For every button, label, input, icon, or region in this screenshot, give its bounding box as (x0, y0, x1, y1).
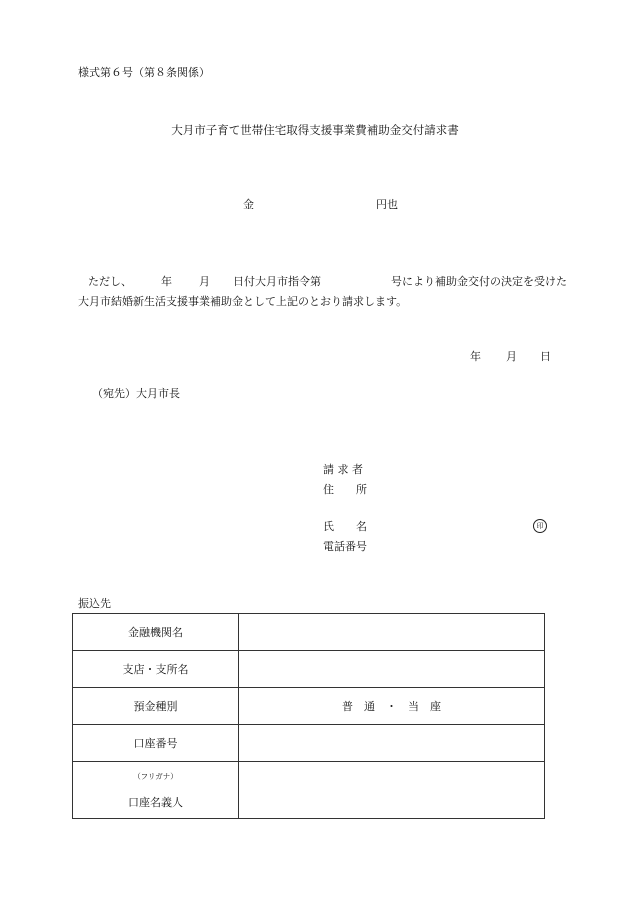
account-number-label: 口座番号 (73, 725, 239, 762)
body-month: 月 (199, 275, 210, 288)
table-row (73, 651, 545, 688)
bank-name-label: 金融機関名 (73, 614, 239, 651)
branch-field[interactable] (239, 651, 545, 688)
document-title: 大月市子育て世帯住宅取得支援事業費補助金交付請求書 (171, 123, 459, 137)
furigana-label: （フリガナ） (133, 771, 178, 781)
account-holder-label: 口座名義人 (128, 795, 183, 809)
transfer-label: 振込先 (78, 597, 111, 610)
date-month: 月 (506, 350, 517, 363)
body-rest: 号により補助金交付の決定を受けた (391, 275, 567, 288)
table-row (73, 688, 545, 725)
body-designation: 日付大月市指令第 (233, 275, 321, 288)
account-holder-field[interactable] (239, 762, 545, 819)
deposit-type-label: 預金種別 (73, 688, 239, 725)
branch-label: 支店・支所名 (73, 651, 239, 688)
amount-suffix: 円也 (376, 198, 398, 211)
table-row (73, 762, 545, 819)
seal-mark: 印 (533, 519, 547, 533)
addressee: （宛先）大月市長 (92, 387, 180, 400)
deposit-type-value[interactable]: 普 通 ・ 当 座 (239, 688, 545, 725)
table-row (73, 725, 545, 762)
body-year: 年 (161, 275, 172, 288)
table-row (73, 614, 545, 651)
body-line-2: 大月市結婚新生活支援事業補助金として上記のとおり請求します。 (78, 295, 408, 308)
bank-name-field[interactable] (239, 614, 545, 651)
form-number: 様式第６号（第８条関係） (78, 66, 210, 79)
account-number-field[interactable] (239, 725, 545, 762)
transfer-table (72, 613, 545, 819)
date-day: 日 (540, 350, 551, 363)
phone-label: 電話番号 (323, 540, 367, 553)
date-year: 年 (470, 350, 481, 363)
requester-label: 請 求 者 (323, 463, 363, 476)
amount-prefix: 金 (243, 198, 254, 211)
body-lead: ただし、 (88, 275, 132, 288)
account-holder-cell (73, 762, 239, 819)
address-label: 住 所 (323, 483, 367, 496)
name-label: 氏 名 (323, 520, 367, 533)
